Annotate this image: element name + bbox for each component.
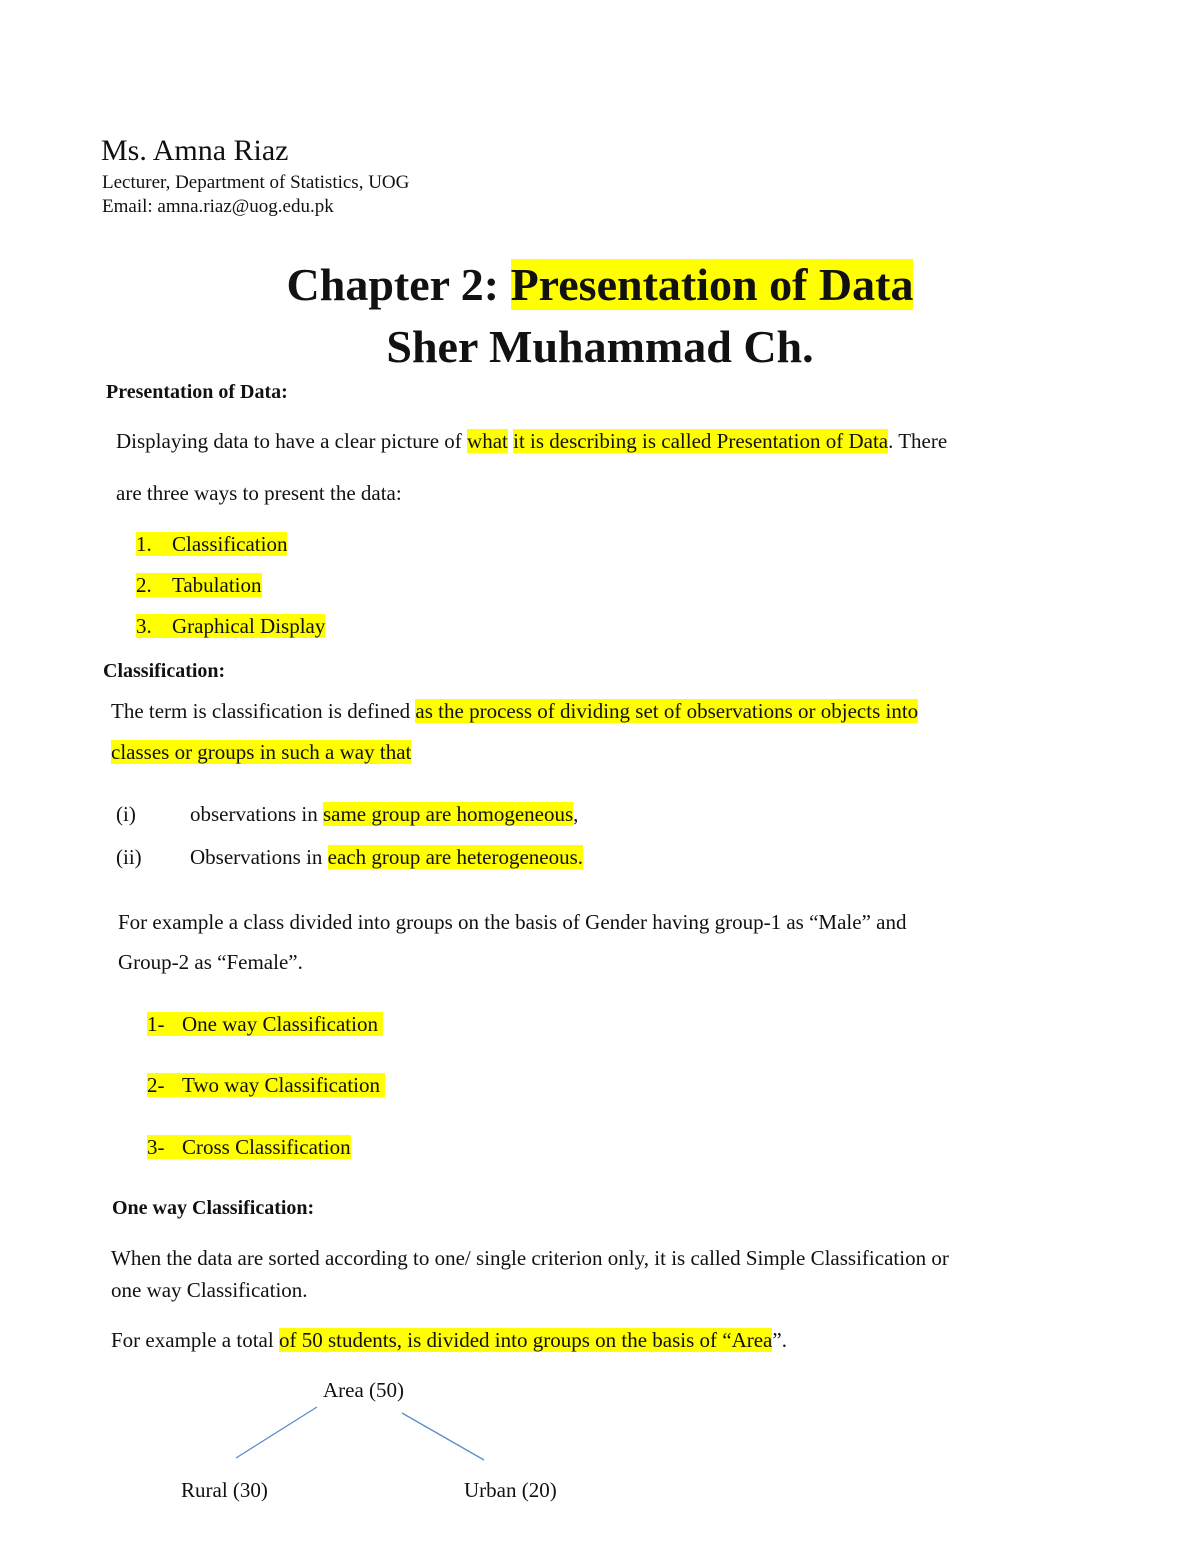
- para-highlight-definition: it is describing is called Presentation of Data: [513, 429, 889, 453]
- author-email: Email: amna.riaz@uog.edu.pk: [102, 196, 334, 217]
- item-text: Observations in: [190, 845, 328, 869]
- item-highlight: each group are heterogeneous: [327, 845, 578, 869]
- list-number: 1.: [136, 532, 152, 556]
- list-label: Classification: [172, 532, 288, 556]
- one-way-definition-line2: one way Classification.: [111, 1278, 308, 1302]
- example-highlight: of 50 students, is divided into groups on the basis of “Area: [278, 1328, 773, 1352]
- classification-example-line1: For example a class divided into groups on the basis of Gender having group-1 as “Male” and: [118, 910, 907, 934]
- para-text: Displaying data to have a clear picture of: [116, 429, 468, 453]
- author-position: Lecturer, Department of Statistics, UOG: [102, 172, 410, 193]
- chapter-subtitle: Sher Muhammad Ch.: [386, 321, 814, 372]
- item-highlight: same group are homogeneous: [322, 802, 574, 826]
- definition-text: The term is classification is defined: [111, 699, 416, 723]
- tree-right-node: Urban (20): [464, 1478, 557, 1502]
- chapter-prefix: Chapter 2:: [286, 259, 511, 310]
- connector-line-left: [236, 1407, 317, 1458]
- presentation-heading: Presentation of Data:: [106, 381, 288, 403]
- one-way-definition-line1: When the data are sorted according to one/ single criterion only, it is called Simple Classification or: [111, 1246, 949, 1270]
- para-text-end: . There: [888, 429, 948, 453]
- connector-line-right: [402, 1413, 484, 1460]
- one-way-heading: One way Classification:: [112, 1197, 315, 1219]
- presentation-paragraph-line2: are three ways to present the data:: [116, 481, 402, 505]
- list-number: 3-: [147, 1135, 165, 1159]
- roman-number: (ii): [116, 845, 142, 869]
- list-label: Tabulation: [172, 573, 262, 597]
- classification-heading: Classification:: [103, 660, 226, 682]
- example-text-end: ”.: [772, 1328, 787, 1352]
- list-number: 3.: [136, 614, 152, 638]
- para-highlight-what: what: [467, 429, 508, 453]
- example-text: For example a total: [111, 1328, 279, 1352]
- list-number: 1-: [147, 1012, 165, 1036]
- list-label: Two way Classification: [182, 1073, 380, 1097]
- item-tail: ,: [573, 802, 579, 826]
- tree-left-node: Rural (30): [181, 1478, 268, 1502]
- list-number: 2.: [136, 573, 152, 597]
- chapter-title-highlight: Presentation of Data: [510, 259, 914, 310]
- list-number: 2-: [147, 1073, 165, 1097]
- item-text: observations in: [190, 802, 323, 826]
- roman-number: (i): [116, 802, 136, 826]
- classification-example-line2: Group-2 as “Female”.: [118, 950, 303, 974]
- item-tail: .: [577, 845, 584, 869]
- tree-root-node: Area (50): [323, 1378, 405, 1402]
- definition-highlight: classes or groups in such a way that: [111, 740, 412, 764]
- list-label: Cross Classification: [182, 1135, 351, 1159]
- list-label: One way Classification: [182, 1012, 378, 1036]
- list-label: Graphical Display: [172, 614, 326, 638]
- author-name: Ms. Amna Riaz: [101, 134, 289, 167]
- definition-highlight: as the process of dividing set of observations or objects into: [415, 699, 919, 723]
